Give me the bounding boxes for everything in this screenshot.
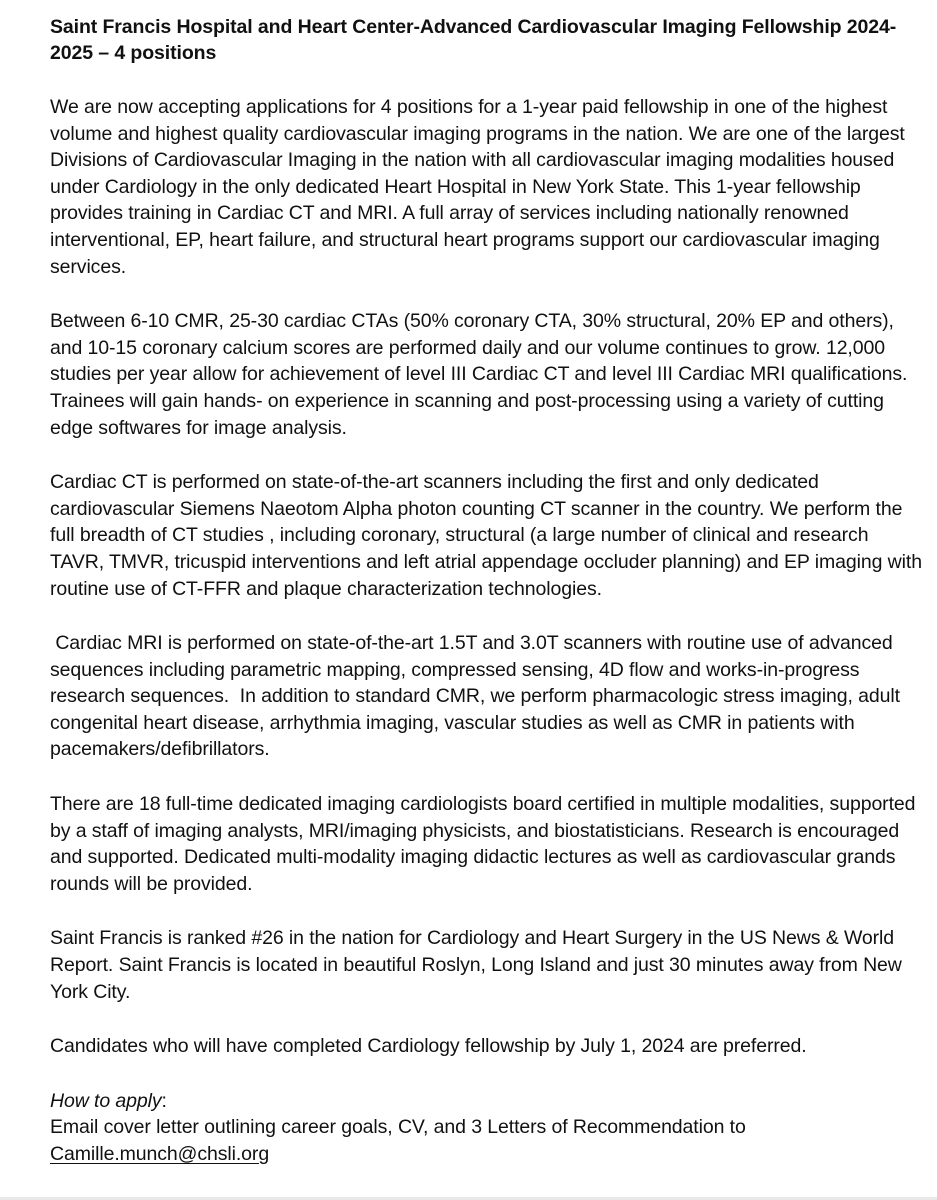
paragraph-cardiac-mri: Cardiac MRI is performed on state-of-the-art 1.5T and 3.0T scanners with routine use of advanced sequences including parametric mapping, compressed sensing, 4D flow and works-in-progress research sequences. In addition to standard CMR, we perform pharmacologic stress imaging, adult congenital heart disease, arrhythmia imaging, vascular studies as well as CMR in patients with pacemakers/defibrillators. — [50, 632, 906, 761]
how-to-apply-label: How to apply — [50, 1089, 162, 1112]
paragraph-ranking: Saint Francis is ranked #26 in the nation for Cardiology and Heart Surgery in the US News & World Report. Saint Francis is located in beautiful Roslyn, Long Island and just 30 minutes away from New York City. — [50, 927, 902, 1003]
how-to-apply-heading — [50, 1088, 922, 1115]
paragraph-faculty: There are 18 full-time dedicated imaging cardiologists board certified in multiple modalities, supported by a staff of imaging analysts, MRI/imaging physicists, and biostatisticians. Research is encouraged and supported. Dedicated multi-modality imaging didactic lectures as well as cardiovascular grands rounds will be provided. — [50, 793, 916, 895]
contact-email-link[interactable]: Camille.munch@chsli.org — [50, 1143, 270, 1165]
apply-email-line — [50, 1141, 922, 1168]
document-title: Saint Francis Hospital and Heart Center-Advanced Cardiovascular Imaging Fellowship 2024-2025 – 4 positions — [50, 16, 897, 64]
paragraph-cardiac-ct: Cardiac CT is performed on state-of-the-art scanners including the first and only dedicated cardiovascular Siemens Naeotom Alpha photon counting CT scanner in the country. We perform the full breadth of CT studies , including coronary, structural (a large number of clinical and research TAVR, TMVR, tricuspid interventions and left atrial appendage occluder planning) and EP imaging with routine use of CT-FFR and plaque characterization technologies. — [50, 471, 922, 600]
how-to-apply-colon: : — [161, 1089, 167, 1112]
fellowship-document — [50, 14, 922, 1168]
paragraph-intro: We are now accepting applications for 4 positions for a 1-year paid fellowship in one of the highest volume and highest quality cardiovascular imaging programs in the nation. We are one of the largest Divisions of Cardiovascular Imaging in the nation with all cardiovascular imaging modalities housed under Cardiology in the only dedicated Heart Hospital in New York State. This 1-year fellowship provides training in Cardiac CT and MRI. A full array of services including nationally renowned interventional, EP, heart failure, and structural heart programs support our cardiovascular imaging services. — [50, 96, 905, 278]
paragraph-volume: Between 6-10 CMR, 25-30 cardiac CTAs (50% coronary CTA, 30% structural, 20% EP and others), and 10-15 coronary calcium scores are performed daily and our volume continues to grow. 12,000 studies per year allow for achievement of level III Cardiac CT and level III Cardiac MRI qualifications. Trainees will gain hands- on experience in scanning and post-processing using a variety of cutting edge softwares for image analysis. — [50, 310, 908, 439]
apply-instructions: Email cover letter outlining career goals, CV, and 3 Letters of Recommendation to — [50, 1116, 746, 1139]
paragraph-candidates: Candidates who will have completed Cardiology fellowship by July 1, 2024 are preferred. — [50, 1035, 807, 1058]
